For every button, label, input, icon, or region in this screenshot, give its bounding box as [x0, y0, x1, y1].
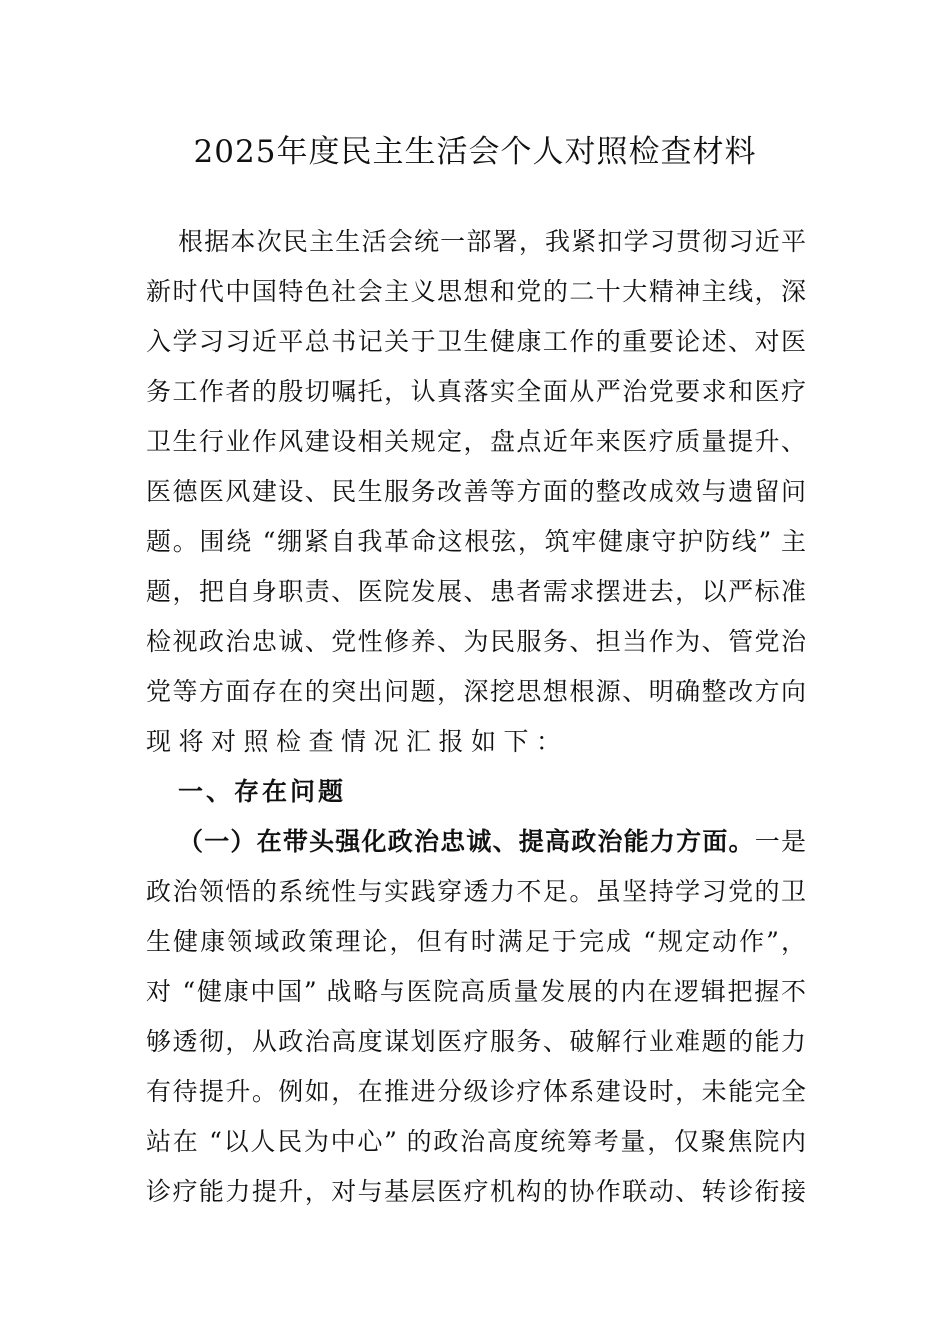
subsection-text: 一是: [754, 827, 806, 856]
paragraph-line: 对 “健康中国” 战略与医院高质量发展的内在逻辑把握不: [146, 977, 806, 1006]
paragraph-line: 务工作者的殷切嘱托，认真落实全面从严治党要求和医疗: [146, 377, 806, 406]
paragraph-line: 生健康领域政策理论，但有时满足于完成 “规定动作”，: [146, 927, 806, 956]
section-heading: 一、存在问题: [178, 777, 347, 806]
paragraph-line: 根据本次民主生活会统一部署，我紧扣学习贯彻习近平: [178, 227, 806, 256]
document-body: [146, 222, 806, 1222]
paragraph-line: 够透彻，从政治高度谋划医疗服务、破解行业难题的能力: [146, 1027, 806, 1056]
paragraph-line: 新时代中国特色社会主义思想和党的二十大精神主线，深: [146, 277, 806, 306]
paragraph-line: 现将对照检查情况汇报如下：: [146, 727, 569, 756]
paragraph-line: 卫生行业作风建设相关规定，盘点近年来医疗质量提升、: [146, 427, 806, 456]
subsection-first-line: [146, 822, 806, 872]
subsection-heading: （一）在带头强化政治忠诚、提高政治能力方面。: [178, 827, 755, 856]
paragraph-line: 站在 “以人民为中心” 的政治高度统筹考量，仅聚焦院内: [146, 1127, 806, 1156]
paragraph-line: 有待提升。例如，在推进分级诊疗体系建设时，未能完全: [146, 1077, 806, 1106]
paragraph-line: 题。围绕 “绷紧自我革命这根弦，筑牢健康守护防线” 主: [146, 527, 806, 556]
paragraph-line: 诊疗能力提升，对与基层医疗机构的协作联动、转诊衔接: [146, 1177, 806, 1206]
paragraph-line: 党等方面存在的突出问题，深挖思想根源、明确整改方向: [146, 677, 806, 706]
paragraph-line: 入学习习近平总书记关于卫生健康工作的重要论述、对医: [146, 327, 806, 356]
document-title: 2025年度民主生活会个人对照检查材料: [193, 134, 757, 170]
paragraph-line: 检视政治忠诚、党性修养、为民服务、担当作为、管党治: [146, 627, 806, 656]
paragraph-line: 政治领悟的系统性与实践穿透力不足。虽坚持学习党的卫: [146, 877, 806, 906]
paragraph-line: 医德医风建设、民生服务改善等方面的整改成效与遗留问: [146, 477, 806, 506]
paragraph-line: 题，把自身职责、医院发展、患者需求摆进去，以严标准: [146, 577, 806, 606]
